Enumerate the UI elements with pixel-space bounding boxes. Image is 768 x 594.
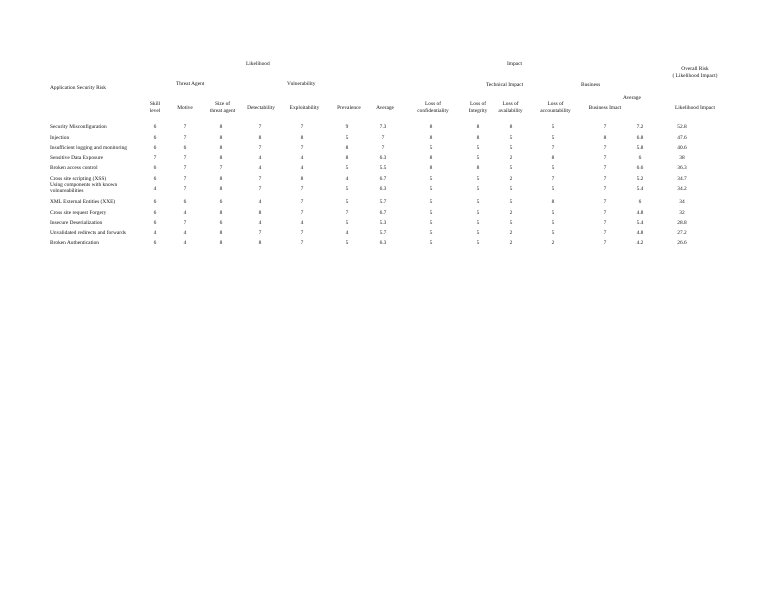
table-cell: 4 bbox=[345, 176, 349, 182]
table-cell: 7 bbox=[603, 124, 607, 130]
table-cell: 5.4 bbox=[636, 220, 644, 226]
table-cell: 7 bbox=[183, 186, 187, 192]
table-cell: 5 bbox=[476, 240, 480, 246]
table-cell: 7 bbox=[300, 240, 304, 246]
vulnerability-header: Vulnerability bbox=[287, 81, 316, 87]
table-cell: 2 bbox=[509, 240, 513, 246]
table-cell: 5 bbox=[551, 186, 555, 192]
table-cell: 7 bbox=[603, 165, 607, 171]
table-cell: 7 bbox=[258, 176, 262, 182]
col-loss-of-accountability: Loss of accountability bbox=[540, 101, 571, 114]
table-cell: 6.7 bbox=[379, 210, 387, 216]
table-cell: 7 bbox=[300, 186, 304, 192]
table-cell: 5.2 bbox=[636, 176, 644, 182]
table-cell: 8 bbox=[551, 199, 555, 205]
table-cell: 6.6 bbox=[636, 165, 644, 171]
table-cell: 4 bbox=[300, 155, 304, 161]
table-cell: 4 bbox=[300, 220, 304, 226]
table-cell: 7 bbox=[258, 124, 262, 130]
table-cell: 7 bbox=[258, 230, 262, 236]
row-label: Using components with known volnureabilities bbox=[50, 182, 118, 195]
col-skill-level: Skill level bbox=[149, 101, 161, 114]
table-cell: 7 bbox=[183, 124, 187, 130]
col-loss-of-integrity: Loss of Integrity bbox=[468, 101, 488, 114]
table-cell: 8 bbox=[476, 135, 480, 141]
table-cell: 5 bbox=[345, 199, 349, 205]
impact-header: Impact bbox=[507, 61, 522, 67]
col-likelihood-impact: Likelihood Impact bbox=[675, 105, 715, 111]
row-label: Security Misconfiguration bbox=[50, 124, 107, 130]
table-cell: 27.2 bbox=[677, 230, 687, 236]
table-cell: 5 bbox=[551, 135, 555, 141]
average-top-header: Average bbox=[623, 95, 641, 101]
table-cell: 7 bbox=[551, 176, 555, 182]
table-cell: 6 bbox=[638, 199, 642, 205]
row-label: Cross site scripting (XSS) bbox=[50, 176, 107, 182]
table-cell: 4 bbox=[258, 199, 262, 205]
table-cell: 7 bbox=[183, 220, 187, 226]
table-cell: 8 bbox=[219, 124, 223, 130]
table-cell: 6.8 bbox=[636, 135, 644, 141]
table-cell: 7 bbox=[258, 145, 262, 151]
col-average: Average bbox=[376, 105, 394, 111]
table-cell: 4.2 bbox=[636, 240, 644, 246]
table-cell: 7 bbox=[183, 155, 187, 161]
table-cell: 7 bbox=[219, 165, 223, 171]
table-cell: 7 bbox=[603, 230, 607, 236]
table-cell: 5 bbox=[345, 220, 349, 226]
col-size-of-threat-agent: Size of threat agent bbox=[209, 101, 236, 114]
table-cell: 32 bbox=[679, 210, 685, 216]
table-cell: 7 bbox=[183, 135, 187, 141]
table-cell: 6.3 bbox=[379, 240, 387, 246]
table-cell: 2 bbox=[509, 155, 513, 161]
application-security-risk-header: Application Security Risk bbox=[50, 85, 106, 91]
table-cell: 5 bbox=[476, 145, 480, 151]
row-label: Cross site request Forgery bbox=[50, 210, 107, 216]
business-header: Business bbox=[581, 82, 601, 88]
table-cell: 6.3 bbox=[379, 155, 387, 161]
table-cell: 4 bbox=[183, 210, 187, 216]
table-cell: 8 bbox=[429, 135, 433, 141]
table-cell: 5 bbox=[429, 145, 433, 151]
table-cell: 5 bbox=[429, 199, 433, 205]
table-cell: 5 bbox=[551, 210, 555, 216]
table-cell: 8 bbox=[219, 230, 223, 236]
table-cell: 8 bbox=[345, 145, 349, 151]
table-cell: 7.3 bbox=[379, 124, 387, 130]
table-cell: 38 bbox=[679, 155, 685, 161]
table-cell: 6 bbox=[153, 199, 157, 205]
table-cell: 5 bbox=[429, 176, 433, 182]
table-cell: 8 bbox=[258, 210, 262, 216]
table-cell: 6 bbox=[183, 145, 187, 151]
table-cell: 8 bbox=[429, 155, 433, 161]
col-business-impact: Business Imact bbox=[588, 105, 622, 111]
table-cell: 7 bbox=[183, 176, 187, 182]
table-cell: 7 bbox=[603, 210, 607, 216]
table-cell: 5 bbox=[476, 210, 480, 216]
table-cell: 5 bbox=[509, 145, 513, 151]
col-detectability: Detectability bbox=[247, 105, 275, 111]
table-cell: 26.6 bbox=[677, 240, 687, 246]
table-cell: 5 bbox=[509, 186, 513, 192]
table-cell: 6 bbox=[153, 135, 157, 141]
table-cell: 5 bbox=[345, 165, 349, 171]
table-cell: 7 bbox=[551, 145, 555, 151]
table-cell: 5 bbox=[345, 186, 349, 192]
table-cell: 36.3 bbox=[677, 165, 687, 171]
table-cell: 4 bbox=[183, 240, 187, 246]
col-loss-of-confidentiality: Loss of confidentiality bbox=[417, 101, 449, 114]
table-cell: 5 bbox=[476, 186, 480, 192]
table-cell: 8 bbox=[219, 176, 223, 182]
table-cell: 6 bbox=[183, 199, 187, 205]
table-cell: 7 bbox=[300, 124, 304, 130]
table-cell: 5 bbox=[476, 199, 480, 205]
table-cell: 6.7 bbox=[379, 176, 387, 182]
table-cell: 2 bbox=[551, 240, 555, 246]
row-label: Insufficient logging and monitoring bbox=[50, 145, 128, 151]
table-cell: 7 bbox=[603, 145, 607, 151]
table-cell: 4.8 bbox=[636, 210, 644, 216]
technical-impact-header: Technical Impact bbox=[486, 82, 524, 88]
table-cell: 5.8 bbox=[636, 145, 644, 151]
col-motive: Motive bbox=[177, 105, 193, 111]
table-cell: 8 bbox=[551, 155, 555, 161]
table-cell: 4 bbox=[300, 165, 304, 171]
table-cell: 5 bbox=[551, 124, 555, 130]
table-cell: 4.8 bbox=[636, 230, 644, 236]
table-cell: 8 bbox=[219, 135, 223, 141]
table-cell: 28.8 bbox=[677, 220, 687, 226]
table-cell: 7 bbox=[258, 186, 262, 192]
table-cell: 5 bbox=[509, 220, 513, 226]
table-cell: 5 bbox=[345, 135, 349, 141]
table-cell: 6 bbox=[219, 220, 223, 226]
table-cell: 7 bbox=[603, 155, 607, 161]
table-cell: 6 bbox=[153, 220, 157, 226]
table-cell: 5 bbox=[551, 230, 555, 236]
table-cell: 7 bbox=[603, 176, 607, 182]
table-cell: 4 bbox=[183, 230, 187, 236]
table-cell: 2 bbox=[509, 176, 513, 182]
table-cell: 6 bbox=[153, 176, 157, 182]
table-cell: 8 bbox=[300, 135, 304, 141]
threat-agent-header: Threat Agent bbox=[176, 81, 205, 87]
row-label: Unvalidated redirects and forwards bbox=[50, 230, 126, 236]
table-cell: 2 bbox=[509, 230, 513, 236]
table-cell: 5 bbox=[551, 165, 555, 171]
table-cell: 7 bbox=[300, 199, 304, 205]
table-cell: 7 bbox=[300, 145, 304, 151]
table-cell: 5 bbox=[476, 176, 480, 182]
row-label: Broken Authentication bbox=[50, 240, 99, 246]
table-cell: 8 bbox=[219, 155, 223, 161]
table-cell: 8 bbox=[509, 124, 513, 130]
overall-risk-header-line2: ( Likelihood Impact) bbox=[672, 73, 718, 79]
table-cell: 8 bbox=[476, 165, 480, 171]
table-cell: 4 bbox=[153, 186, 157, 192]
table-cell: 5 bbox=[509, 135, 513, 141]
table-cell: 5 bbox=[429, 210, 433, 216]
table-cell: 7 bbox=[345, 210, 349, 216]
table-cell: 47.6 bbox=[677, 135, 687, 141]
row-label: Sensitive Data Exposure bbox=[50, 155, 103, 161]
likelihood-header: Likelihood bbox=[246, 61, 270, 67]
table-cell: 7 bbox=[381, 135, 385, 141]
table-cell: 34.2 bbox=[677, 186, 687, 192]
table-cell: 5 bbox=[429, 240, 433, 246]
row-label: Broken access control bbox=[50, 165, 98, 171]
table-cell: 5 bbox=[509, 199, 513, 205]
row-label: Insecure Deserialization bbox=[50, 220, 103, 226]
table-cell: 6 bbox=[153, 210, 157, 216]
table-cell: 9 bbox=[345, 124, 349, 130]
table-cell: 8 bbox=[429, 124, 433, 130]
table-cell: 34 bbox=[679, 199, 685, 205]
table-cell: 40.6 bbox=[677, 145, 687, 151]
table-cell: 5 bbox=[429, 230, 433, 236]
table-cell: 7 bbox=[603, 220, 607, 226]
table-cell: 7 bbox=[183, 165, 187, 171]
table-cell: 7 bbox=[603, 199, 607, 205]
table-cell: 52.8 bbox=[677, 124, 687, 130]
table-cell: 8 bbox=[219, 210, 223, 216]
col-loss-of-availability: Loss of availability bbox=[498, 101, 523, 114]
table-cell: 5 bbox=[345, 240, 349, 246]
table-cell: 4 bbox=[258, 165, 262, 171]
table-cell: 5 bbox=[429, 186, 433, 192]
table-cell: 5 bbox=[476, 220, 480, 226]
table-cell: 7 bbox=[603, 186, 607, 192]
table-cell: 2 bbox=[509, 210, 513, 216]
col-exploitability: Exploitability bbox=[289, 105, 320, 111]
table-cell: 7 bbox=[300, 230, 304, 236]
table-cell: 5.5 bbox=[379, 165, 387, 171]
row-label: Injection bbox=[50, 135, 70, 141]
table-cell: 5 bbox=[551, 220, 555, 226]
table-cell: 8 bbox=[219, 145, 223, 151]
table-cell: 8 bbox=[603, 135, 607, 141]
table-cell: 5 bbox=[476, 155, 480, 161]
col-prevalence: Prevalence bbox=[337, 105, 361, 111]
table-cell: 7 bbox=[381, 145, 385, 151]
table-cell: 34.7 bbox=[677, 176, 687, 182]
table-cell: 5.4 bbox=[636, 186, 644, 192]
table-cell: 5 bbox=[476, 230, 480, 236]
table-cell: 8 bbox=[476, 124, 480, 130]
table-cell: 7 bbox=[153, 155, 157, 161]
table-cell: 6 bbox=[638, 155, 642, 161]
table-cell: 5.3 bbox=[379, 220, 387, 226]
table-cell: 8 bbox=[300, 176, 304, 182]
table-cell: 4 bbox=[258, 220, 262, 226]
table-cell: 6 bbox=[153, 165, 157, 171]
table-cell: 8 bbox=[219, 240, 223, 246]
overall-risk-header-line1: Overall Risk bbox=[681, 66, 709, 72]
table-cell: 7 bbox=[300, 210, 304, 216]
row-label: XML External Entities (XXE) bbox=[50, 199, 116, 205]
table-cell: 6 bbox=[153, 240, 157, 246]
table-cell: 5 bbox=[429, 220, 433, 226]
table-cell: 8 bbox=[258, 240, 262, 246]
table-cell: 8 bbox=[219, 186, 223, 192]
table-cell: 4 bbox=[153, 230, 157, 236]
table-cell: 7.2 bbox=[636, 124, 644, 130]
table-cell: 6 bbox=[153, 145, 157, 151]
table-cell: 6.3 bbox=[379, 186, 387, 192]
table-cell: 6 bbox=[153, 124, 157, 130]
table-cell: 4 bbox=[345, 230, 349, 236]
table-cell: 6 bbox=[219, 199, 223, 205]
table-cell: 5.7 bbox=[379, 199, 387, 205]
table-cell: 7 bbox=[603, 240, 607, 246]
table-cell: 8 bbox=[258, 135, 262, 141]
table-cell: 8 bbox=[345, 155, 349, 161]
table-cell: 8 bbox=[429, 165, 433, 171]
table-cell: 4 bbox=[258, 155, 262, 161]
table-cell: 5 bbox=[509, 165, 513, 171]
table-cell: 5.7 bbox=[379, 230, 387, 236]
